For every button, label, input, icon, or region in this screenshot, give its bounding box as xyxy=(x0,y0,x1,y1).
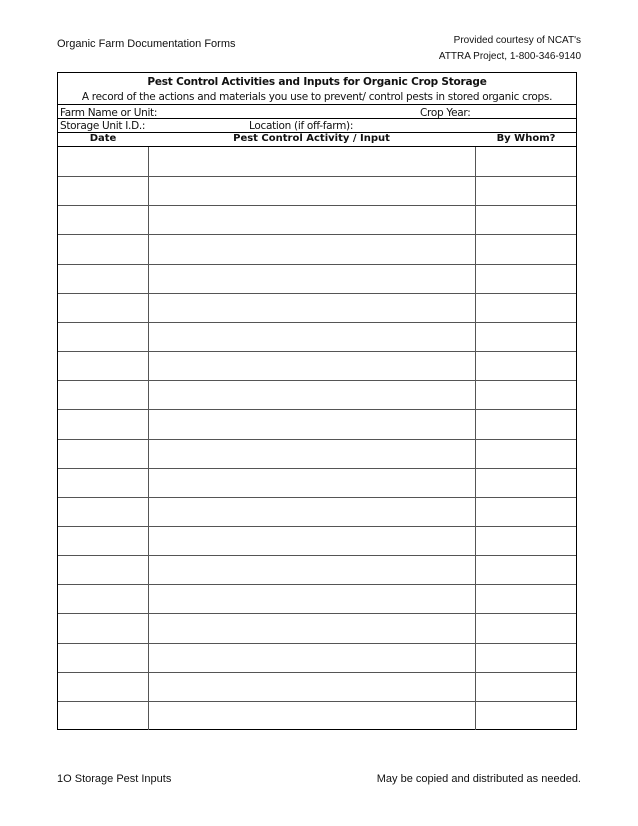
table-row xyxy=(58,351,576,352)
entry-grid xyxy=(58,147,576,730)
table-row xyxy=(58,264,576,265)
location-label: Location (if off-farm): xyxy=(249,120,354,132)
form-title: Pest Control Activities and Inputs for Organic Crop Storage xyxy=(147,76,487,88)
divider xyxy=(58,104,576,105)
table-row xyxy=(58,613,576,614)
table-row xyxy=(58,176,576,177)
table-row xyxy=(58,409,576,410)
table-row xyxy=(58,555,576,556)
form-subtitle: A record of the actions and materials you use to prevent/ control pests in stored organic crops. xyxy=(81,91,553,103)
farm-name-label: Farm Name or Unit: xyxy=(60,107,158,119)
table-row xyxy=(58,468,576,469)
column-header-by-whom: By Whom? xyxy=(496,133,556,144)
table-row xyxy=(58,526,576,527)
column-header-date: Date xyxy=(89,133,117,144)
table-row xyxy=(58,439,576,440)
table-row xyxy=(58,584,576,585)
footer-form-id: 1O Storage Pest Inputs xyxy=(57,773,172,785)
table-row xyxy=(58,293,576,294)
table-row xyxy=(58,672,576,673)
crop-year-label: Crop Year: xyxy=(420,107,471,119)
table-row xyxy=(58,205,576,206)
table-row xyxy=(58,234,576,235)
table-row xyxy=(58,322,576,323)
table-row xyxy=(58,643,576,644)
column-header-activity: Pest Control Activity / Input xyxy=(233,133,390,144)
header-right-credit xyxy=(439,33,581,65)
storage-unit-label: Storage Unit I.D.: xyxy=(60,120,146,132)
table-row xyxy=(58,380,576,381)
table-row xyxy=(58,497,576,498)
divider xyxy=(58,118,576,119)
credit-line-2: ATTRA Project, 1-800-346-9140 xyxy=(438,51,581,62)
credit-line-1: Provided courtesy of NCAT's xyxy=(453,35,581,46)
form-box xyxy=(57,72,577,730)
table-row xyxy=(58,701,576,702)
footer-copy-note: May be copied and distributed as needed. xyxy=(376,773,581,785)
header-left-title: Organic Farm Documentation Forms xyxy=(57,38,236,50)
